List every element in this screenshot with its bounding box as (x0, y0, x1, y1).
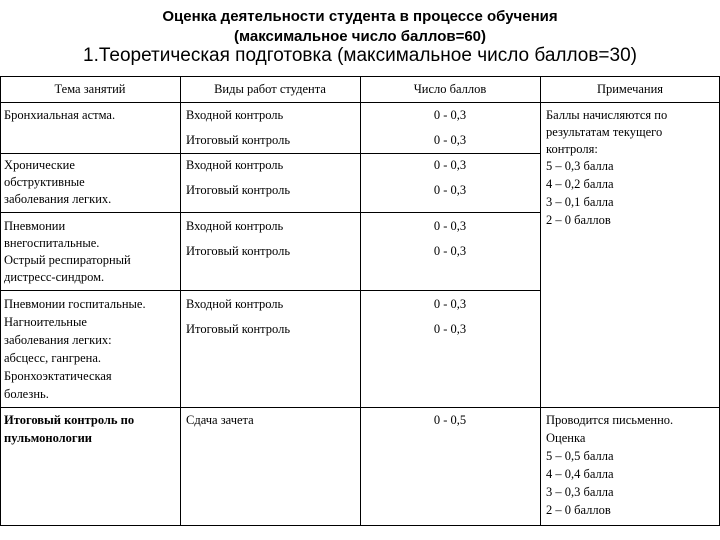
topic-pneumonia-line: внегоспитальные. (4, 236, 100, 250)
work-final-control: Итоговый контроль (186, 322, 291, 336)
topic-pneumonia-line: Острый респираторный (4, 253, 131, 267)
page-subtitle: (максимальное число баллов=60) (233, 28, 487, 45)
work-entry-control: Входной контроль (186, 219, 284, 233)
topic-copd-line: заболевания легких. (4, 192, 112, 206)
topic-hospital-pneumonia-line: Бронхоэктатическая (4, 369, 112, 383)
topic-final-control-line: пульмонологии (4, 431, 92, 445)
row-divider (0, 212, 540, 213)
notes-line: Баллы начисляются по (546, 108, 668, 122)
topic-copd-line: обструктивные (4, 175, 85, 189)
topic-asthma: Бронхиальная астма. (4, 108, 116, 122)
header-notes: Примечания (596, 82, 664, 96)
header-topic: Тема занятий (54, 82, 126, 96)
notes-line: результатам текущего (546, 125, 663, 139)
score-cell: 0 - 0,5 (433, 413, 467, 427)
notes2-line: 2 – 0 баллов (546, 503, 611, 517)
table-border-left (0, 76, 1, 526)
topic-copd-line: Хронические (4, 158, 75, 172)
notes2-line: 5 – 0,5 балла (546, 449, 614, 463)
work-final-control: Итоговый контроль (186, 183, 291, 197)
work-exam: Сдача зачета (186, 413, 254, 427)
work-entry-control: Входной контроль (186, 158, 284, 172)
work-entry-control: Входной контроль (186, 297, 284, 311)
topic-hospital-pneumonia-line: болезнь. (4, 387, 49, 401)
notes-line: контроля: (546, 142, 598, 156)
notes2-line: 4 – 0,4 балла (546, 467, 614, 481)
score-cell: 0 - 0,3 (433, 244, 467, 258)
score-cell: 0 - 0,3 (433, 183, 467, 197)
score-cell: 0 - 0,3 (433, 133, 467, 147)
column-divider (540, 76, 541, 526)
row-divider (0, 290, 540, 291)
work-entry-control: Входной контроль (186, 108, 284, 122)
notes2-line: Оценка (546, 431, 586, 445)
notes2-line: Проводится письменно. (546, 413, 674, 427)
topic-final-control-line: Итоговый контроль по (4, 413, 135, 427)
section-title: 1.Теоретическая подготовка (максимальное число баллов=30) (83, 45, 637, 66)
notes-line: 5 – 0,3 балла (546, 159, 614, 173)
score-cell: 0 - 0,3 (433, 108, 467, 122)
column-divider (180, 76, 181, 526)
score-cell: 0 - 0,3 (433, 297, 467, 311)
score-cell: 0 - 0,3 (433, 158, 467, 172)
topic-hospital-pneumonia-line: Пневмонии госпитальные. (4, 297, 146, 311)
notes-line: 2 – 0 баллов (546, 213, 611, 227)
row-divider (0, 153, 540, 154)
header-work: Виды работ студента (214, 82, 326, 96)
notes-line: 4 – 0,2 балла (546, 177, 614, 191)
topic-hospital-pneumonia-line: Нагноительные (4, 315, 87, 329)
topic-pneumonia-line: дистресс-синдром. (4, 270, 105, 284)
work-final-control: Итоговый контроль (186, 244, 291, 258)
topic-hospital-pneumonia-line: заболевания легких: (4, 333, 112, 347)
score-cell: 0 - 0,3 (433, 219, 467, 233)
score-cell: 0 - 0,3 (433, 322, 467, 336)
page-title: Оценка деятельности студента в процессе обучения (162, 8, 558, 25)
topic-pneumonia-line: Пневмонии (4, 219, 66, 233)
header-score: Число баллов (413, 82, 487, 96)
notes2-line: 3 – 0,3 балла (546, 485, 614, 499)
notes-line: 3 – 0,1 балла (546, 195, 614, 209)
work-final-control: Итоговый контроль (186, 133, 291, 147)
topic-hospital-pneumonia-line: абсцесс, гангрена. (4, 351, 102, 365)
